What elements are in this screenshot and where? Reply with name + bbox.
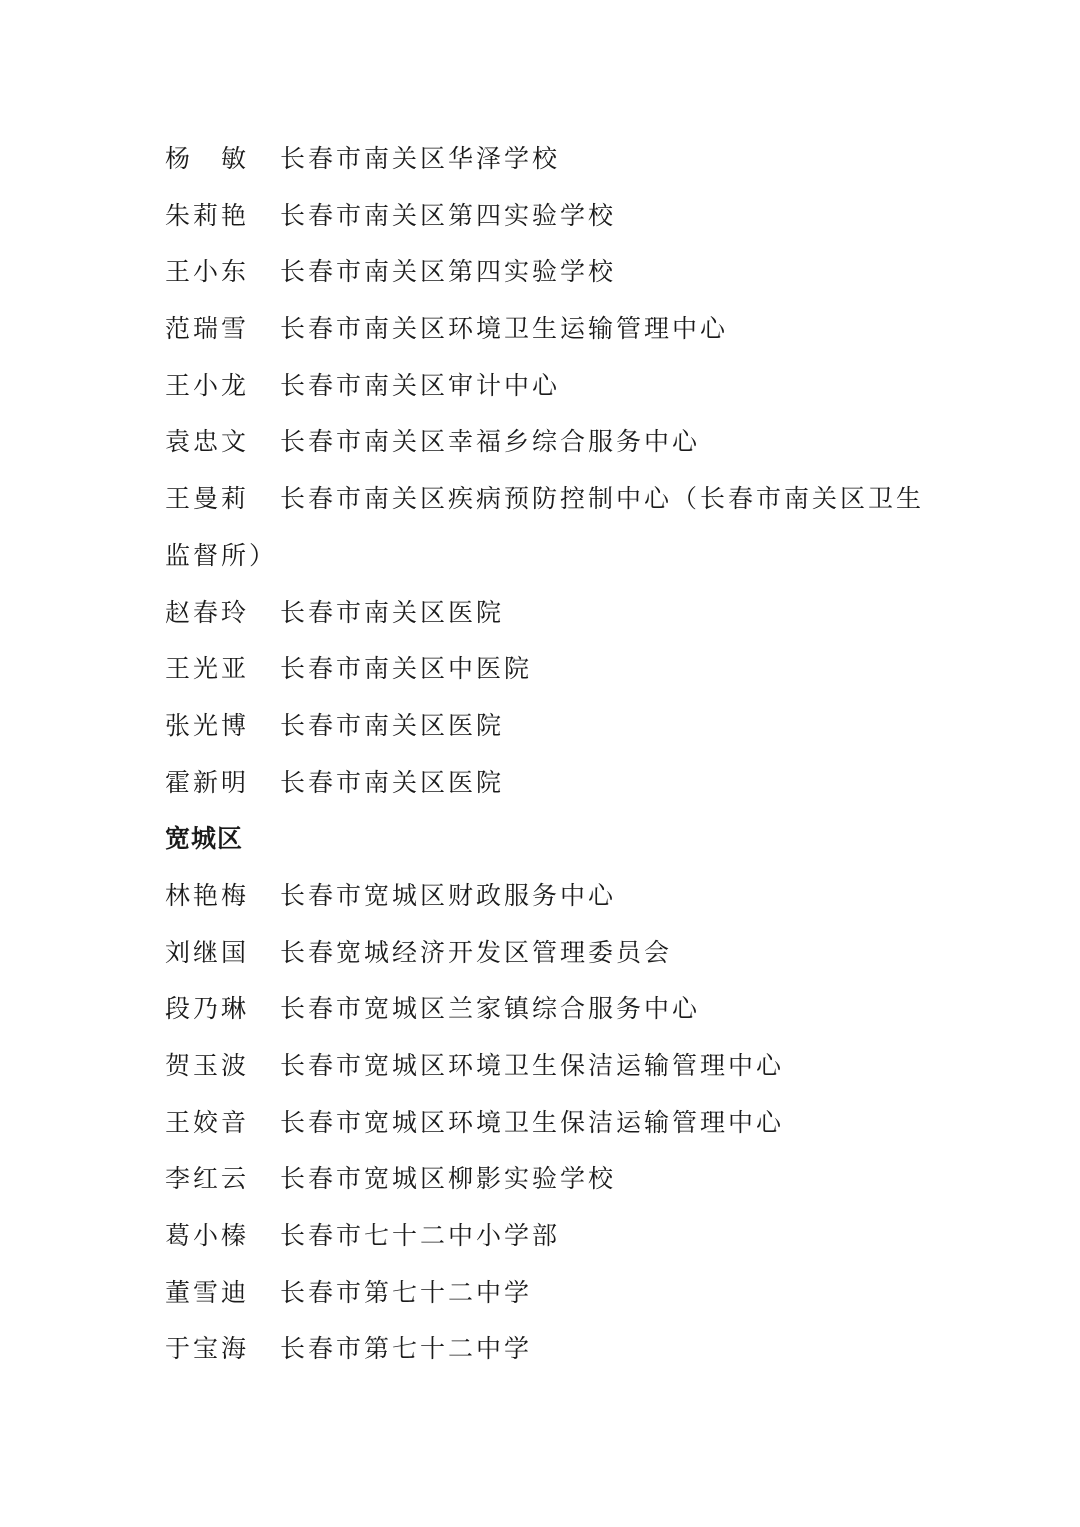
- person-name: 董雪迪: [165, 1277, 250, 1307]
- person-name: 王曼莉: [165, 484, 250, 514]
- name-list: [165, 131, 925, 1378]
- person-name: 段乃琳: [165, 994, 250, 1024]
- organization: 长春市南关区医院: [280, 597, 505, 627]
- list-item: [165, 755, 925, 812]
- person-name: 朱莉艳: [165, 200, 250, 230]
- organization: 长春市南关区医院: [280, 767, 505, 797]
- list-item: [165, 925, 925, 982]
- list-item: [165, 414, 925, 471]
- list-item: [165, 1095, 925, 1152]
- person-name: 刘继国: [165, 937, 250, 967]
- list-item: [165, 358, 925, 415]
- person-name: 霍新明: [165, 767, 250, 797]
- list-item: [165, 244, 925, 301]
- list-item: [165, 1151, 925, 1208]
- organization: 长春市南关区华泽学校: [280, 144, 561, 173]
- person-name: 王姣音: [165, 1107, 250, 1137]
- list-item: [165, 698, 925, 755]
- organization: 长春市南关区疾病预防控制中心（长春市南关区卫生: [280, 484, 925, 514]
- person-name: 王光亚: [165, 654, 250, 684]
- list-item: [165, 1038, 925, 1095]
- organization: 长春市南关区中医院: [280, 654, 533, 684]
- person-name: 赵春玲: [165, 597, 250, 627]
- list-item: [165, 1321, 925, 1378]
- organization: 长春市南关区审计中心: [280, 370, 561, 400]
- organization: 长春市七十二中小学部: [280, 1221, 561, 1251]
- organization: 长春市宽城区环境卫生保洁运输管理中心: [280, 1107, 785, 1137]
- person-name: 杨 敏: [165, 144, 250, 173]
- list-item: [165, 1208, 925, 1265]
- organization: 长春市宽城区柳影实验学校: [280, 1164, 617, 1194]
- list-item: [165, 981, 925, 1038]
- person-name: 范瑞雪: [165, 314, 250, 344]
- person-name: 李红云: [165, 1164, 250, 1194]
- organization: 长春市宽城区环境卫生保洁运输管理中心: [280, 1051, 785, 1081]
- list-item: [165, 131, 925, 188]
- section-heading: 宽城区: [165, 824, 244, 854]
- person-name: 葛小榛: [165, 1221, 250, 1251]
- organization: 长春市宽城区兰家镇综合服务中心: [280, 994, 701, 1024]
- list-item: [165, 1265, 925, 1322]
- organization: 长春宽城经济开发区管理委员会: [280, 937, 673, 967]
- list-item: [165, 471, 925, 584]
- list-item: [165, 641, 925, 698]
- organization: 长春市南关区幸福乡综合服务中心: [280, 427, 701, 457]
- list-item: [165, 188, 925, 245]
- organization: 长春市南关区第四实验学校: [280, 200, 617, 230]
- organization: 长春市南关区环境卫生运输管理中心: [280, 314, 729, 344]
- organization: 长春市南关区医院: [280, 710, 505, 740]
- organization: 长春市南关区第四实验学校: [280, 257, 617, 287]
- person-name: 王小龙: [165, 370, 250, 400]
- person-name: 于宝海: [165, 1334, 250, 1364]
- person-name: 林艳梅: [165, 880, 250, 910]
- person-name: 张光博: [165, 710, 250, 740]
- organization-continued: 监督所）: [165, 540, 278, 570]
- organization: 长春市宽城区财政服务中心: [280, 880, 617, 910]
- list-item: [165, 301, 925, 358]
- list-item: [165, 585, 925, 642]
- organization: 长春市第七十二中学: [280, 1334, 533, 1364]
- person-name: 袁忠文: [165, 427, 250, 457]
- organization: 长春市第七十二中学: [280, 1277, 533, 1307]
- person-name: 王小东: [165, 257, 250, 287]
- list-item: [165, 868, 925, 925]
- person-name: 贺玉波: [165, 1051, 250, 1081]
